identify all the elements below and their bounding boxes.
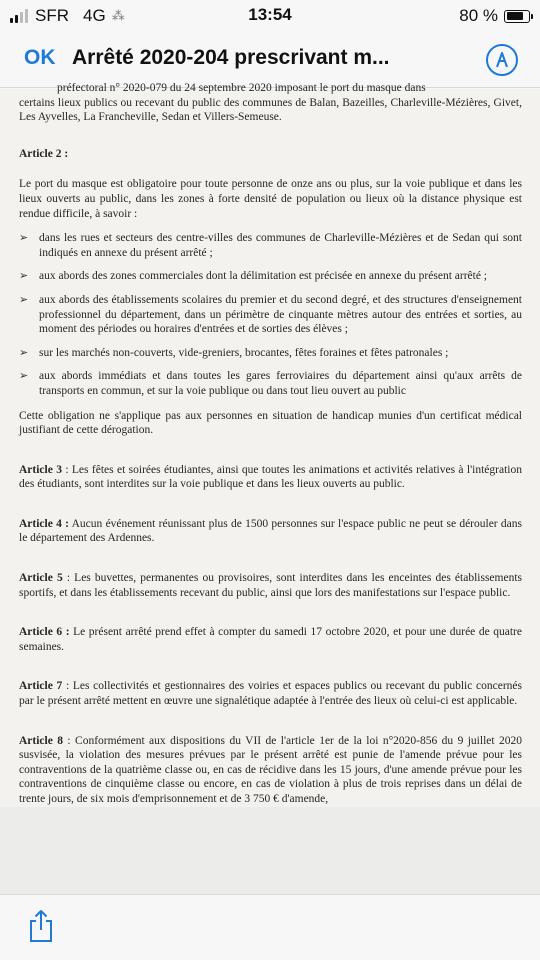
document-title: Arrêté 2020-204 prescrivant m... [72,46,390,69]
battery-icon [504,10,530,23]
arrow-bullet-icon: ➢ [19,370,29,383]
intro-tail-paragraph: certains lieux publics ou recevant du public des communes de Balan, Bazeilles, Charleville-Mézières, Givet, Les Ayvelles, La Francheville, Sedan et Villers-Semeuse. [19,96,522,124]
markup-pen-icon[interactable] [486,44,518,76]
arrow-bullet-icon: ➢ [19,232,29,245]
article-8-text: : Conformément aux dispositions du VII de l'article 1er de la loi n°2020-856 du 9 juillet 2020 susvisée, la violation des mesures prévues par le présent arrêté est punie de l'amende prévue pour les contraventions de la quatrième classe ou, en cas de récidive dans les 15 jours, d'une amende prévue pour les contraventions de cinquième classe ou encore, en cas de violation à plus de trois reprises dans un délai de trente jours, de six mois d'emprisonnement et de 3 750 € d'amende, [19,734,522,805]
article-3-text: : Les fêtes et soirées étudiantes, ainsi que toutes les animations et activités relatives à l'intégration des étudiants, sont interdites sur la voie publique et dans les lieux ouverts au public. [19,463,522,491]
document-page [0,82,540,807]
status-time: 13:54 [248,5,292,24]
arrow-bullet-icon: ➢ [19,270,29,283]
battery-level-fill [507,12,524,20]
article-7-text: : Les collectivités et gestionnaires des voiries et espaces publics ou recevant du public concernés par le présent arrêté mettent en œuvre une signalétique adaptée à l'entrée des lieux où celui-ci est applicable. [19,680,523,708]
article-7-paragraph [19,679,522,708]
status-bar [0,0,540,34]
share-icon[interactable] [28,909,54,943]
network-activity-icon: ⁂ [111,8,125,23]
article-4-label: Article 4 : [19,517,69,530]
arrow-bullet-icon: ➢ [19,346,29,359]
ok-button[interactable]: OK [24,46,56,69]
list-item: ➢ aux abords des établissements scolaires du premier et du second degré, et des structures d'enseignement professionnel du département, dans un périmètre de cinquante mètres autour des entrées et sorties, au moment des périodes ou horaires d'entrées et de sorties des élèves ; [19,293,522,336]
list-item: ➢ aux abords immédiats et dans toutes les gares ferroviaires du département ainsi qu'aux arrêts de transports en commun, et sur la voie publique ou dans tout lieu ouvert au public [19,370,522,397]
status-right [459,6,530,26]
arrow-bullet-icon: ➢ [19,293,29,306]
article-5-paragraph [19,571,522,600]
article-3-paragraph [19,463,522,492]
nav-bar [0,34,540,88]
list-item: ➢ aux abords des zones commerciales dont la délimitation est précisée en annexe du présent arrêté ; [19,270,488,283]
article-6-paragraph [19,625,522,654]
article-8-paragraph [19,734,522,807]
article-4-text: Aucun événement réunissant plus de 1500 personnes sur l'espace public ne peut se dérouler dans le département des Ardennes. [19,517,522,545]
article-2-exception: Cette obligation ne s'applique pas aux personnes en situation de handicap munies d'un certificat médical justifiant de cette dérogation. [19,409,522,437]
bottom-toolbar [0,894,540,960]
list-item: ➢ dans les rues et secteurs des centre-villes des communes de Charleville-Mézières et de Sedan qui sont indiqués en annexe du présent arrêté ; [19,232,522,259]
article-8-label: Article 8 [19,734,63,747]
list-item: ➢ sur les marchés non-couverts, vide-greniers, brocantes, fêtes foraines et fêtes patronales ; [19,346,449,359]
article-2-intro: Le port du masque est obligatoire pour toute personne de onze ans ou plus, sur la voie publique et dans les lieux ouverts au public, dans les zones à forte densité de population ou lieux où la distance physique est rendue difficile, à savoir : [19,178,522,220]
network-type: 4G [83,6,106,25]
signal-strength-icon [10,9,28,23]
article-3-label: Article 3 [19,463,62,476]
article-6-label: Article 6 : [19,626,70,639]
article-5-text: : Les buvettes, permanentes ou provisoires, sont interdites dans les enceintes des établissements sportifs, et dans les établissements recevant du public, ainsi que lors des manifestations sur l'espace public. [19,572,522,599]
article-7-label: Article 7 [19,680,63,693]
clipped-top-line: préfectoral n° 2020-079 du 24 septembre 2020 imposant le port du masque dans [57,82,426,94]
battery-percentage: 80 % [459,6,498,25]
article-6-text: Le présent arrêté prend effet à compter du samedi 17 octobre 2020, et pour une durée de quatre semaines. [19,626,522,653]
article-2-bullet-list [19,231,522,398]
article-2-heading: Article 2 : [19,147,69,160]
article-5-label: Article 5 [19,572,63,585]
status-left [10,6,125,26]
carrier-name: SFR [35,6,69,25]
article-4-paragraph [19,517,522,546]
document-viewer[interactable] [0,82,540,894]
